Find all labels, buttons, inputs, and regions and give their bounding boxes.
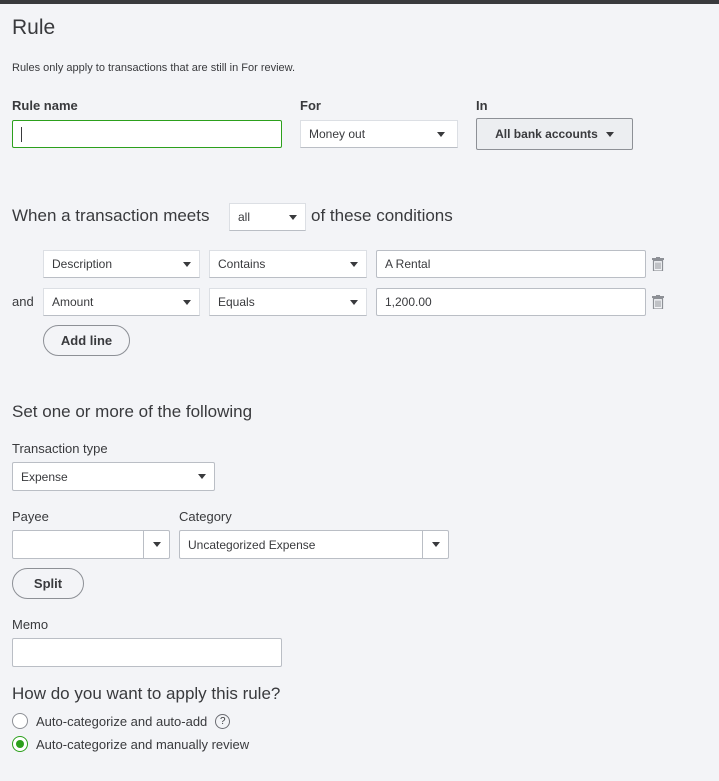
condition-operator-value: Contains [218,257,266,271]
chevron-down-icon [350,262,358,267]
in-accounts-dropdown[interactable] [476,118,633,150]
category-combobox[interactable] [179,530,449,559]
chevron-down-icon [289,215,297,220]
transaction-type-label: Transaction type [12,441,108,456]
memo-input[interactable] [12,638,282,667]
radio-dot [16,740,24,748]
memo-label: Memo [12,617,49,632]
chevron-down-icon [606,132,614,137]
condition-operator-select[interactable] [209,250,367,278]
payee-value [13,531,143,558]
condition-field-select[interactable] [43,250,200,278]
category-value: Uncategorized Expense [188,537,316,552]
payee-dropdown-toggle[interactable] [143,531,169,558]
match-select[interactable] [229,203,306,231]
chevron-down-icon [198,474,206,479]
condition-field-value: Amount [52,295,94,309]
condition-conjunction: and [12,294,34,309]
add-line-button[interactable]: Add line [43,325,130,356]
condition-field-select[interactable] [43,288,200,316]
apply-option-label: Auto-categorize and manually review [36,736,250,752]
rule-name-label: Rule name [12,98,78,113]
condition-operator-value: Equals [218,295,255,309]
transaction-type-select[interactable] [12,462,215,491]
transaction-type-value: Expense [21,469,68,484]
in-label: In [476,98,488,113]
for-label: For [300,98,321,113]
conditions-prefix: When a transaction meets [12,206,210,225]
condition-value-text: 1,200.00 [385,295,432,309]
top-bar [0,0,719,4]
page-title: Rule [12,16,56,39]
apply-heading: How do you want to apply this rule? [12,684,281,703]
trash-icon[interactable] [652,295,664,309]
match-select-value: all [238,210,251,224]
chevron-down-icon [153,542,161,547]
category-dropdown-toggle[interactable] [422,531,448,558]
condition-value-text: A Rental [385,257,431,271]
chevron-down-icon [183,262,191,267]
condition-operator-select[interactable] [209,288,367,316]
split-button[interactable]: Split [12,568,84,599]
apply-option-manual-review[interactable] [12,736,249,752]
for-select-value: Money out [309,127,366,141]
chevron-down-icon [183,300,191,305]
chevron-down-icon [350,300,358,305]
category-label: Category [179,509,232,524]
condition-value-input[interactable] [376,288,646,316]
payee-label: Payee [12,509,49,524]
radio-button[interactable] [12,713,28,729]
payee-combobox[interactable] [12,530,170,559]
chevron-down-icon [437,132,445,137]
help-icon[interactable]: ? [215,714,230,729]
apply-option-auto-add[interactable] [12,713,230,729]
apply-option-label: Auto-categorize and auto-add [36,713,208,729]
for-select[interactable] [300,120,458,148]
page-subtitle: Rules only apply to transactions that are still in For review. [12,62,296,74]
trash-icon[interactable] [652,257,664,271]
chevron-down-icon [432,542,440,547]
in-accounts-value: All bank accounts [495,127,598,141]
text-caret [21,127,22,142]
conditions-suffix: of these conditions [311,206,453,225]
condition-field-value: Description [52,257,113,271]
condition-value-input[interactable] [376,250,646,278]
rule-name-input[interactable] [12,120,282,148]
actions-heading: Set one or more of the following [12,402,253,421]
radio-button-selected[interactable] [12,736,28,752]
